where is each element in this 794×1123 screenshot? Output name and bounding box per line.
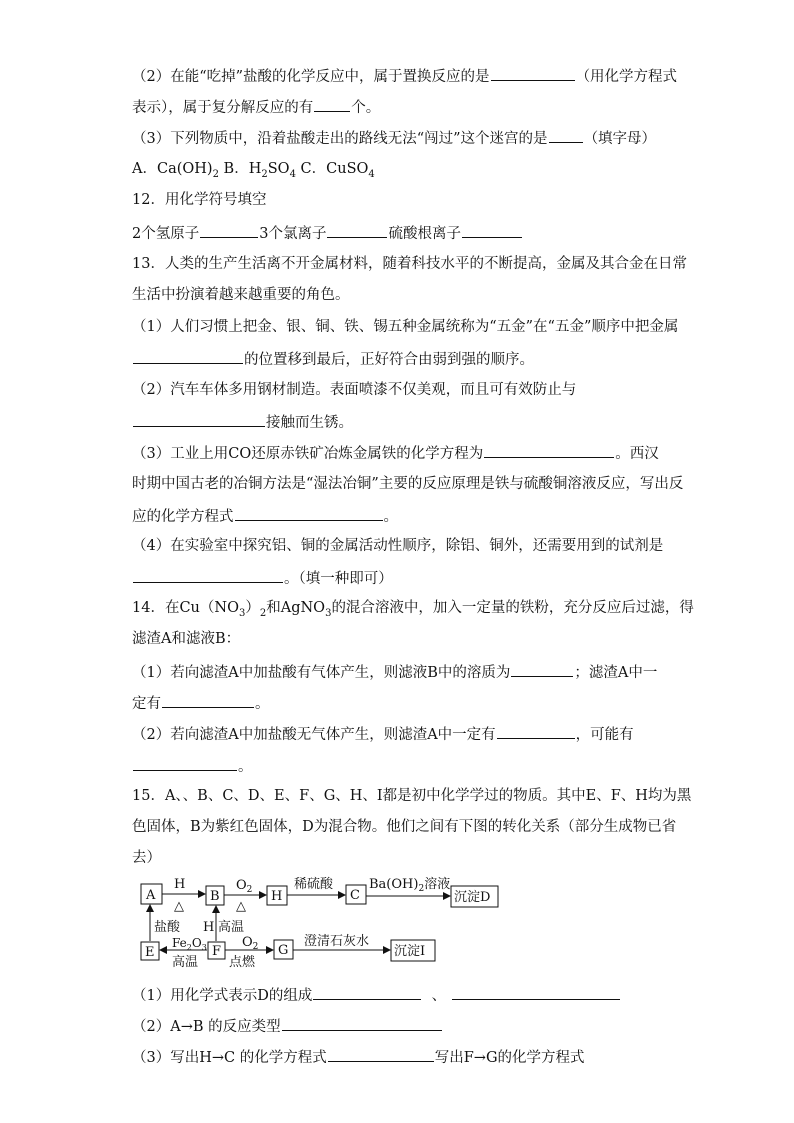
q14-part1-line2: 定有 。	[132, 693, 270, 713]
label-box-i: 沉淀I	[394, 944, 426, 959]
q13-part1-line1: （1）人们习惯上把金、银、铜、铁、锡五种金属统称为“五金”在“五金”顺序中把金属	[132, 319, 679, 335]
q13-part4-line2: 。（填一种即可）	[132, 568, 393, 588]
q11-options: A．$Ca(OH)_2$ B．$H_2SO_4$ C．CuSO$_4$	[132, 161, 375, 180]
q15-part1: （1）用化学式表示D的组成 、	[132, 985, 621, 1005]
label-box-d: 沉淀D	[454, 890, 491, 905]
answer-blank[interactable]	[327, 223, 387, 238]
q13-part1-line2: 的位置移到最后，正好符合由弱到强的顺序。	[132, 349, 534, 369]
answer-blank[interactable]	[462, 223, 522, 238]
q14-part2-line2: 。	[132, 756, 253, 776]
label-box-a: A	[146, 888, 156, 903]
cond-f-b-left: H	[203, 920, 215, 935]
cond-e-a-left: 盐酸	[154, 920, 181, 935]
q11-part2-line1: （2）在能“吃掉”盐酸的化学反应中，属于置换反应的是 （用化学方程式	[132, 66, 677, 86]
q13-part4-line1: （4）在实验室中探究铝、铜的金属活动性顺序，除铝、铜外，还需要用到的试剂是	[132, 538, 664, 554]
q13-line2: 生活中扮演着越来越重要的角色。	[132, 287, 350, 303]
cond-f-g-bottom: 点燃	[229, 955, 256, 970]
q15-line3: 去）	[132, 850, 161, 866]
label-box-e: E	[145, 945, 155, 960]
answer-blank[interactable]	[133, 568, 283, 583]
q12-title: 12．用化学符号填空	[132, 192, 267, 208]
q11-part3: （3）下列物质中，沿着盐酸走出的路线无法“闯过”这个迷宫的是 （填字母）	[132, 128, 656, 148]
label-box-g: G	[278, 943, 289, 958]
q14-line2: 滤渣A和滤液B：	[132, 631, 241, 647]
q15-part2: （2）A→B 的反应类型	[132, 1016, 443, 1036]
q15-line1: 15．A、、B、C、D、E、F、G、H、I都是初中化学学过的物质。其中E、F、H均为黑	[132, 788, 692, 804]
answer-blank[interactable]	[497, 724, 575, 739]
cond-f-g-top: $O_2$	[242, 935, 259, 952]
answer-blank[interactable]	[484, 443, 614, 458]
q13-part3-line1: （3）工业上用CO还原赤铁矿冶炼金属铁的化学方程为 。西汉	[132, 443, 659, 463]
cond-b-h-bottom: △	[236, 899, 246, 914]
q13-part3-line2: 时期中国古老的冶铜方法是“湿法冶铜”主要的反应原理是铁与硫酸铜溶液反应，写出反	[132, 476, 684, 492]
q12-blanks: 2个氢原子 3个氯离子 硫酸根离子	[132, 223, 523, 243]
answer-blank[interactable]	[133, 349, 243, 364]
answer-blank[interactable]	[313, 985, 421, 1000]
cond-f-b-right: 高温	[218, 920, 245, 935]
answer-blank[interactable]	[133, 412, 265, 427]
label-box-f: F	[212, 944, 222, 959]
answer-blank[interactable]	[162, 693, 254, 708]
label-box-h: H	[271, 889, 283, 904]
answer-blank[interactable]	[511, 662, 573, 677]
answer-blank[interactable]	[200, 223, 258, 238]
q15-part3: （3）写出H→C 的化学方程式 写出F→G的化学方程式	[132, 1047, 585, 1067]
q11-part2-line2: 表示），属于复分解反应的有 个。	[132, 97, 380, 117]
cond-f-e-bottom: 高温	[172, 955, 199, 970]
q15-line2: 色固体，B为紫红色固体，D为混合物。他们之间有下图的转化关系（部分生成物已省	[132, 819, 677, 835]
reaction-diagram	[132, 874, 512, 974]
cond-c-d-top: $Ba(OH)_2$溶液	[369, 877, 451, 894]
q13-line1: 13．人类的生产生活离不开金属材料，随着科技水平的不断提高，金属及其合金在日常	[132, 256, 687, 272]
cond-a-b-top: H	[174, 877, 186, 892]
cond-h-c-top: 稀硫酸	[294, 877, 334, 892]
label-box-c: C	[350, 888, 360, 903]
answer-blank[interactable]	[235, 506, 383, 521]
answer-blank[interactable]	[133, 756, 237, 771]
cond-f-e-top: $Fe_2O_3$	[172, 936, 207, 952]
q14-line1: 14．在$Cu(NO_3)_2$和AgNO$_3$的混合溶液中，加入一定量的铁粉，充分反应后过滤，得	[132, 600, 694, 619]
answer-blank[interactable]	[282, 1016, 442, 1031]
answer-blank[interactable]	[491, 66, 575, 81]
q14-part1-line1: （1）若向滤渣A中加盐酸有气体产生，则滤液B中的溶质为 ；滤渣A中一	[132, 662, 657, 682]
answer-blank[interactable]	[549, 128, 583, 143]
q14-part2-line1: （2）若向滤渣A中加盐酸无气体产生，则滤渣A中一定有 ，可能有	[132, 724, 634, 744]
answer-blank[interactable]	[328, 1047, 434, 1062]
q13-part2-line1: （2）汽车车体多用钢材制造。表面喷漆不仅美观，而且可有效防止与	[132, 382, 577, 398]
cond-a-b-bottom: △	[174, 899, 184, 914]
answer-blank[interactable]	[314, 97, 350, 112]
label-box-b: B	[210, 889, 220, 904]
cond-b-h-top: $O_2$	[236, 878, 253, 895]
q13-part3-line3: 应的化学方程式 。	[132, 506, 398, 526]
cond-g-i-top: 澄清石灰水	[304, 934, 370, 949]
answer-blank[interactable]	[452, 985, 620, 1000]
q13-part2-line2: 接触而生锈。	[132, 412, 353, 432]
